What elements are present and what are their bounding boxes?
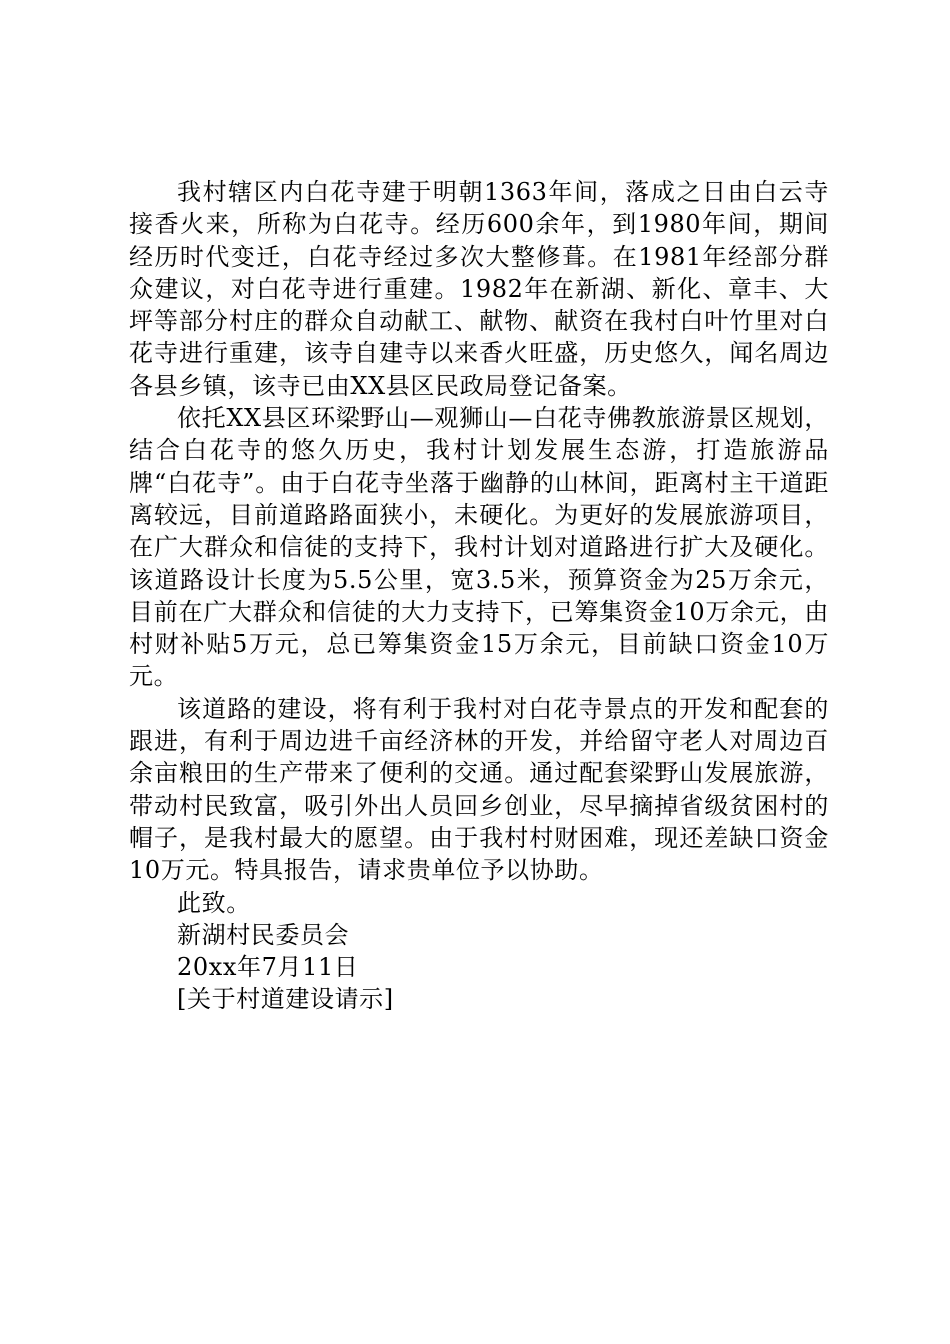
- signature: 新湖村民委员会: [177, 920, 350, 949]
- paragraph-benefits: 该道路的建设，将有利于我村对白花寺景点的开发和配套的跟进，有利于周边进千亩经济林的开发，并给留守老人对周边百余亩粮田的生产带来了便利的交通。通过配套梁野山发展旅游，带动村民致富，吸引外出人员回乡创业，尽早摘掉省级贫困村的帽子，是我村最大的愿望。由于我村村财困难，现还差缺口资金10万元。特具报告，请求贵单位予以协助。: [129, 694, 829, 885]
- paragraph-history: 我村辖区内白花寺建于明朝1363年间，落成之日由白云寺接香火来，所称为白花寺。经历600余年，到1980年间，期间经历时代变迁，白花寺经过多次大整修葺。在1981年经部分群众建议，对白花寺进行重建。1982年在新湖、新化、章丰、大坪等部分村庄的群众自动献工、献物、献资在我村白叶竹里对白花寺进行重建，该寺自建寺以来香火旺盛，历史悠久，闻名周边各县乡镇，该寺已由XX县区民政局登记备案。: [129, 178, 829, 400]
- document-body: [129, 176, 829, 1016]
- document-caption: [关于村道建设请示]: [177, 985, 394, 1014]
- paragraph-plan: 依托XX县区环梁野山—观狮山—白花寺佛教旅游景区规划，结合白花寺的悠久历史，我村计划发展生态游，打造旅游品牌“白花寺”。由于白花寺坐落于幽静的山林间，距离村主干道距离较远，目前道路路面狭小，未硬化。为更好的发展旅游项目，在广大群众和信徒的支持下，我村计划对道路进行扩大及硬化。该道路设计长度为5.5公里，宽3.5米，预算资金为25万余元，目前在广大群众和信徒的大力支持下，已筹集资金10万余元，由村财补贴5万元，总已筹集资金15万余元，目前缺口资金10万元。: [129, 404, 829, 691]
- closing-salutation: 此致。: [177, 888, 251, 917]
- date: 20xx年7月11日: [177, 953, 359, 982]
